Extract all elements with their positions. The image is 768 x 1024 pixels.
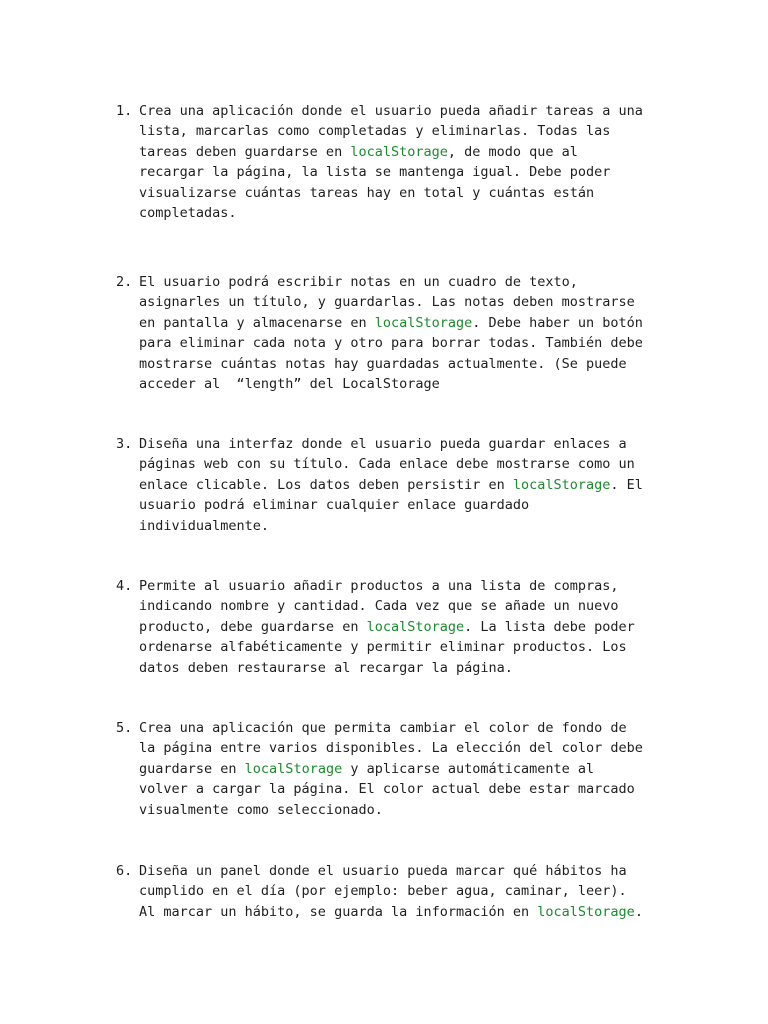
item-line: guardarse en localStorage y aplicarse automáticamente al: [139, 760, 595, 777]
list-item-3: [116, 434, 676, 536]
item-line: Crea una aplicación donde el usuario pueda añadir tareas a una: [139, 103, 643, 119]
item-line: la página entre varios disponibles. La elección del color debe: [139, 740, 643, 757]
item-line: mostrarse cuántas notas hay guardadas actualmente. (Se puede: [139, 355, 627, 372]
item-line: usuario podrá eliminar cualquier enlace guardado: [139, 497, 530, 514]
code-localstorage: localStorage: [374, 314, 473, 331]
item-number: 6.: [116, 863, 133, 879]
item-line: individualmente.: [139, 517, 270, 534]
item-line: Permite al usuario añadir productos a una lista de compras,: [139, 578, 619, 594]
list-item-2: [116, 272, 676, 394]
code-localstorage: localStorage: [244, 760, 343, 777]
item-line: acceder al “length” del LocalStorage: [139, 376, 440, 393]
item-line: Al marcar un hábito, se guarda la información en localStorage.: [139, 903, 643, 920]
item-line: en pantalla y almacenarse en localStorage. Debe haber un botón: [139, 314, 643, 331]
item-line: tareas deben guardarse en localStorage, de modo que al: [139, 143, 578, 160]
list-item-1: [116, 101, 676, 223]
item-line: completadas.: [139, 205, 237, 222]
item-number: 1.: [116, 103, 133, 119]
code-localstorage: localStorage: [537, 903, 635, 920]
item-number: 3.: [116, 436, 133, 452]
item-line: producto, debe guardarse en localStorage. La lista debe poder: [139, 618, 635, 635]
code-localstorage: localStorage: [512, 476, 611, 493]
item-line: lista, marcarlas como completadas y eliminarlas. Todas las: [139, 123, 611, 140]
item-number: 2.: [116, 274, 133, 290]
item-line: datos deben restaurarse al recargar la página.: [139, 659, 513, 676]
item-line: asignarles un título, y guardarlas. Las notas deben mostrarse: [139, 294, 635, 311]
item-line: ordenarse alfabéticamente y permitir eliminar productos. Los: [139, 639, 627, 656]
item-line: volver a cargar la página. El color actual debe estar marcado: [139, 781, 635, 798]
item-line: páginas web con su título. Cada enlace debe mostrarse como un: [139, 456, 635, 473]
item-line: visualmente como seleccionado.: [139, 801, 383, 818]
item-line: indicando nombre y cantidad. Cada vez que se añade un nuevo: [139, 598, 619, 615]
code-localstorage: localStorage: [350, 143, 448, 160]
item-line: Diseña un panel donde el usuario pueda marcar qué hábitos ha: [139, 863, 627, 879]
item-line: para eliminar cada nota y otro para borrar todas. También debe: [139, 335, 643, 352]
item-line: Diseña una interfaz donde el usuario pueda guardar enlaces a: [139, 436, 627, 452]
item-number: 4.: [116, 578, 133, 594]
item-line: El usuario podrá escribir notas en un cuadro de texto,: [139, 274, 578, 290]
item-line: recargar la página, la lista se mantenga igual. Debe poder: [139, 164, 611, 181]
item-line: Crea una aplicación que permita cambiar el color de fondo de: [139, 720, 627, 736]
item-line: visualizarse cuántas tareas hay en total y cuántas están: [139, 184, 595, 201]
list-item-5: [116, 718, 676, 820]
item-line: enlace clicable. Los datos deben persistir en localStorage. El: [139, 476, 643, 493]
item-number: 5.: [116, 720, 133, 736]
code-localstorage: localStorage: [366, 618, 465, 635]
item-line: cumplido en el día (por ejemplo: beber agua, caminar, leer).: [139, 883, 627, 900]
list-item-4: [116, 576, 676, 678]
list-item-6: [116, 861, 676, 922]
